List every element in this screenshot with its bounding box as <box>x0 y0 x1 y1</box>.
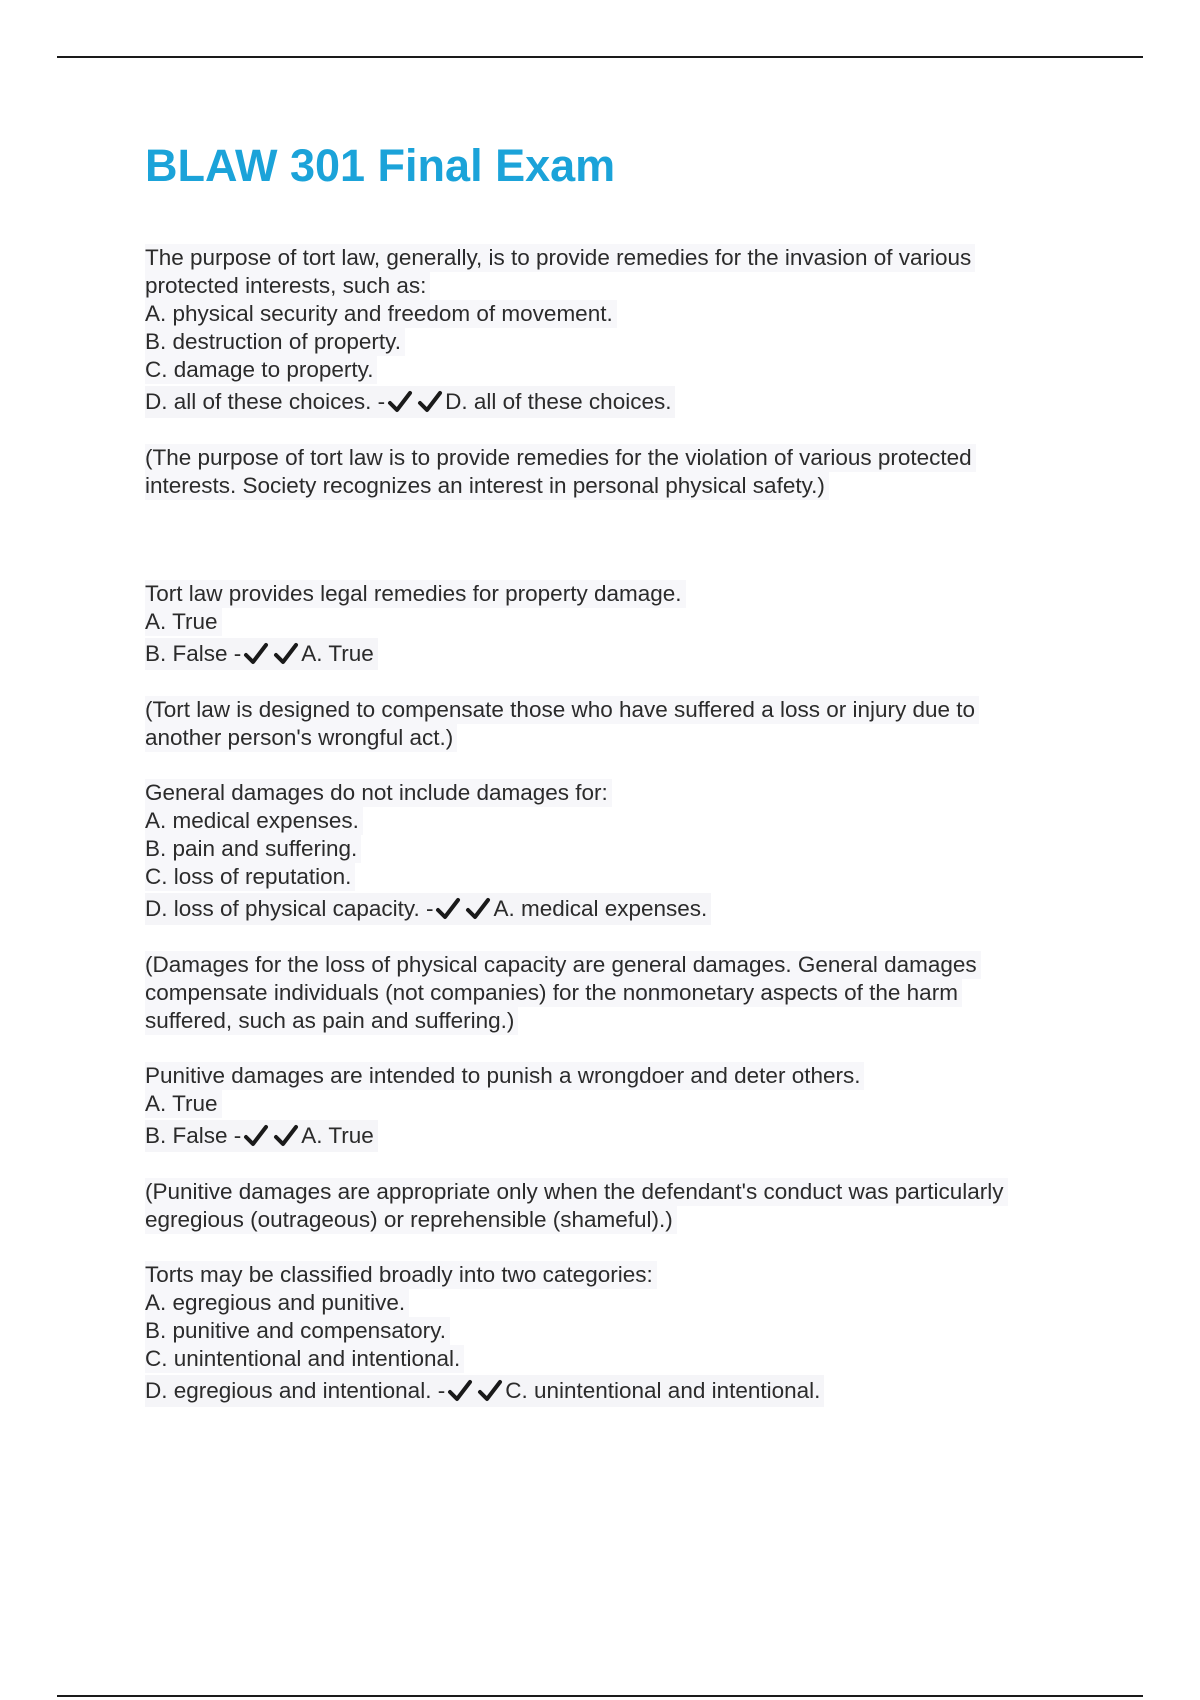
option: B. destruction of property. <box>145 328 405 356</box>
question-stem: Torts may be classified broadly into two categories: <box>145 1261 657 1289</box>
option: B. False - <box>145 640 242 666</box>
question-stem: The purpose of tort law, generally, is to provide remedies for the invasion of various <box>145 244 975 272</box>
question-block <box>145 1062 1085 1234</box>
explanation-line: compensate individuals (not companies) for the nonmonetary aspects of the harm <box>145 979 962 1007</box>
exam-content <box>145 140 1085 1407</box>
check-icon <box>243 641 269 667</box>
check-icon <box>387 389 413 415</box>
option: A. physical security and freedom of movement. <box>145 300 617 328</box>
question-block <box>145 244 1085 500</box>
check-icon <box>477 1378 503 1404</box>
check-icon <box>447 1378 473 1404</box>
question-stem: General damages do not include damages for: <box>145 779 612 807</box>
explanation-line: another person's wrongful act.) <box>145 724 457 752</box>
bottom-rule <box>57 1695 1143 1697</box>
question-block <box>145 779 1085 1035</box>
answer-line <box>145 638 378 670</box>
explanation <box>145 1178 1085 1234</box>
question-block <box>145 1261 1085 1407</box>
explanation-line: suffered, such as pain and suffering.) <box>145 1007 518 1035</box>
check-icon <box>273 1123 299 1149</box>
option: B. punitive and compensatory. <box>145 1317 450 1345</box>
option: A. True <box>145 1090 222 1118</box>
check-icon <box>243 1123 269 1149</box>
explanation <box>145 444 1085 500</box>
option: C. loss of reputation. <box>145 863 355 891</box>
option: C. unintentional and intentional. <box>145 1345 464 1373</box>
explanation-line: (Punitive damages are appropriate only when the defendant's conduct was particularly <box>145 1178 1008 1206</box>
check-icon <box>435 896 461 922</box>
question-stem: Tort law provides legal remedies for property damage. <box>145 580 686 608</box>
check-icon <box>417 389 443 415</box>
option: D. loss of physical capacity. - <box>145 895 434 921</box>
explanation <box>145 696 1085 752</box>
option: C. damage to property. <box>145 356 377 384</box>
explanation-line: egregious (outrageous) or reprehensible (shameful).) <box>145 1206 677 1234</box>
question-stem: protected interests, such as: <box>145 272 430 300</box>
correct-answer: A. True <box>301 1122 374 1148</box>
top-rule <box>57 56 1143 58</box>
page-title: BLAW 301 Final Exam <box>145 140 616 191</box>
explanation-line: (Damages for the loss of physical capacity are general damages. General damages <box>145 951 981 979</box>
check-icon <box>465 896 491 922</box>
option: B. pain and suffering. <box>145 835 361 863</box>
explanation-line: (The purpose of tort law is to provide remedies for the violation of various protected <box>145 444 976 472</box>
answer-line <box>145 386 675 418</box>
question-block <box>145 580 1085 752</box>
option: D. all of these choices. - <box>145 388 386 414</box>
correct-answer: A. True <box>301 640 374 666</box>
explanation-line: (Tort law is designed to compensate those who have suffered a loss or injury due to <box>145 696 979 724</box>
option: A. egregious and punitive. <box>145 1289 409 1317</box>
option: A. medical expenses. <box>145 807 363 835</box>
answer-line <box>145 1375 824 1407</box>
explanation <box>145 951 1085 1035</box>
correct-answer: D. all of these choices. <box>445 388 672 414</box>
option: B. False - <box>145 1122 242 1148</box>
correct-answer: C. unintentional and intentional. <box>505 1377 821 1403</box>
option: D. egregious and intentional. - <box>145 1377 446 1403</box>
question-stem: Punitive damages are intended to punish a wrongdoer and deter others. <box>145 1062 864 1090</box>
explanation-line: interests. Society recognizes an interest in personal physical safety.) <box>145 472 829 500</box>
answer-line <box>145 893 711 925</box>
check-icon <box>273 641 299 667</box>
option: A. True <box>145 608 222 636</box>
answer-line <box>145 1120 378 1152</box>
correct-answer: A. medical expenses. <box>493 895 708 921</box>
